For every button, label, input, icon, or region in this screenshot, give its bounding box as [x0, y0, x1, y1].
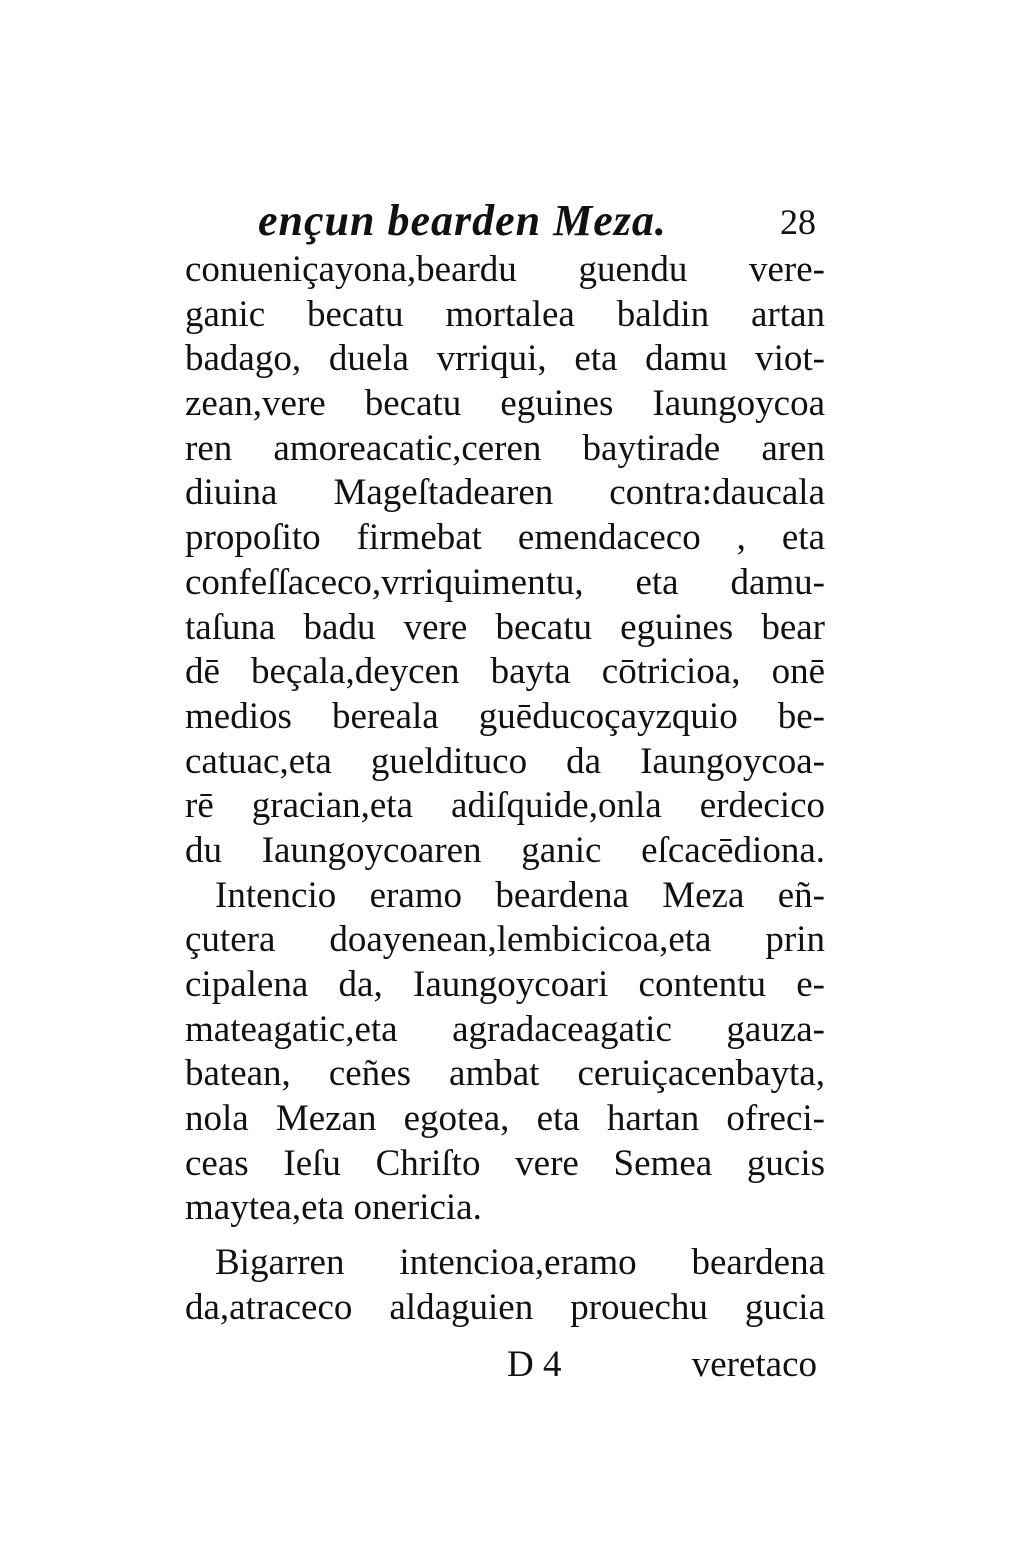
text-line: propoſito firmebat emendaceco , eta [185, 517, 825, 559]
catchword: veretaco [691, 1344, 817, 1385]
text-line: catuac,eta gueldituco da Iaungoycoa- [185, 740, 825, 782]
page-footer [185, 1343, 825, 1387]
text-line: da,atraceco aldaguien prouechu gucia [185, 1286, 825, 1328]
text-line: badago, duela vrriqui, eta damu viot- [185, 338, 825, 380]
paragraph-gap [185, 1231, 825, 1241]
text-line: ganic becatu mortalea baldin artan [185, 293, 825, 335]
paragraph-first-line: Bigarren intencioa,eramo beardena [215, 1242, 825, 1284]
text-line: diuina Mageſtadearen contra:daucala [185, 472, 825, 514]
text-line: ren amoreacatic,ceren baytirade aren [185, 427, 825, 469]
text-line: cipalena da, Iaungoycoari contentu e- [185, 964, 825, 1005]
text-line: medios bereala guēducoçayzquio be- [185, 695, 825, 737]
text-line: çutera doayenean,lembicicoa,eta prin [185, 919, 825, 961]
text-line: taſuna badu vere becatu eguines bear [185, 606, 825, 648]
text-line: du Iaungoycoaren ganic eſcacēdiona. [185, 829, 825, 871]
page-header [258, 196, 828, 246]
text-line: dē beçala,deycen bayta cōtricioa, onē [185, 651, 825, 693]
text-line: zean,vere becatu eguines Iaungoycoa [185, 383, 825, 425]
running-title: ençun bearden Meza. [258, 196, 667, 245]
paragraph-last-line: maytea,eta onericia. [185, 1187, 482, 1229]
text-line: mateagatic,eta agradaceagatic gauza- [185, 1008, 825, 1050]
text-line: confeſſaceco,vrriquimentu, eta damu- [185, 561, 825, 603]
text-line: rē gracian,eta adiſquide,onla erdecico [185, 785, 825, 827]
page-number: 28 [780, 202, 816, 242]
text-line: batean, ceñes ambat ceruiçacenbayta, [185, 1053, 825, 1095]
text-line: ceas Ieſu Chriſto vere Semea gucis [185, 1142, 825, 1184]
body-text [185, 248, 825, 1331]
text-line: conueniçayona,beardu guendu vere- [185, 249, 825, 290]
paragraph-first-line: Intencio eramo beardena Meza eñ- [215, 874, 825, 916]
signature-mark: D 4 [507, 1344, 562, 1385]
text-line: nola Mezan egotea, eta hartan ofreci- [185, 1098, 825, 1140]
